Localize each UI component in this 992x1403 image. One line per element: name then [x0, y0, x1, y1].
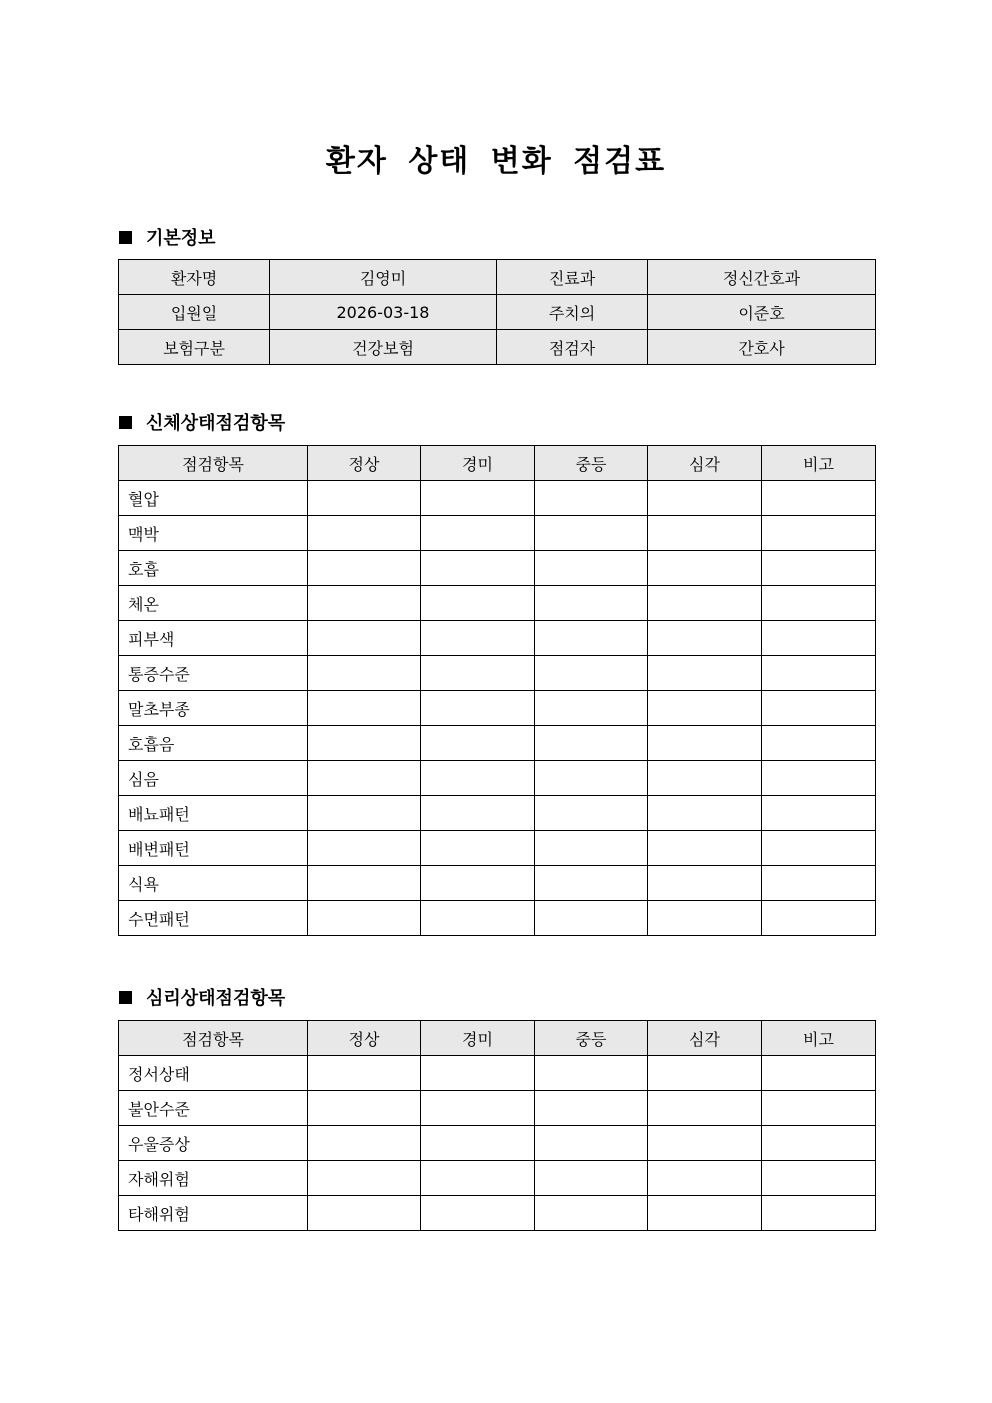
item-label-cell: 심음 — [119, 761, 308, 796]
check-cell-normal[interactable] — [308, 621, 421, 656]
column-header-item: 점검항목 — [119, 446, 308, 481]
check-cell-severe[interactable] — [648, 901, 762, 936]
check-cell-normal[interactable] — [308, 1126, 421, 1161]
check-cell-moderate[interactable] — [535, 761, 648, 796]
check-cell-moderate[interactable] — [535, 691, 648, 726]
table-row — [119, 586, 876, 621]
check-cell-mild[interactable] — [421, 481, 535, 516]
value-cell[interactable]: 정신간호과 — [648, 260, 876, 295]
table-row — [119, 656, 876, 691]
check-cell-normal[interactable] — [308, 1196, 421, 1231]
check-cell-normal[interactable] — [308, 481, 421, 516]
item-label-cell: 우울증상 — [119, 1126, 308, 1161]
table-row — [119, 1091, 876, 1126]
check-cell-mild[interactable] — [421, 691, 535, 726]
check-cell-moderate[interactable] — [535, 1091, 648, 1126]
check-cell-severe[interactable] — [648, 796, 762, 831]
check-cell-severe[interactable] — [648, 481, 762, 516]
check-cell-moderate[interactable] — [535, 831, 648, 866]
check-cell-severe[interactable] — [648, 761, 762, 796]
check-cell-notes[interactable] — [762, 901, 876, 936]
check-cell-normal[interactable] — [308, 691, 421, 726]
check-cell-normal[interactable] — [308, 1161, 421, 1196]
check-cell-normal[interactable] — [308, 586, 421, 621]
physical-checklist-table — [118, 445, 876, 936]
check-cell-mild[interactable] — [421, 1196, 535, 1231]
check-cell-moderate[interactable] — [535, 726, 648, 761]
table-row — [119, 1056, 876, 1091]
item-label-cell: 정서상태 — [119, 1056, 308, 1091]
section-heading-psych — [119, 984, 285, 1010]
check-cell-moderate[interactable] — [535, 551, 648, 586]
column-header-notes: 비고 — [762, 1021, 876, 1056]
check-cell-moderate[interactable] — [535, 1161, 648, 1196]
check-cell-severe[interactable] — [648, 551, 762, 586]
check-cell-notes[interactable] — [762, 796, 876, 831]
table-header-row — [119, 1021, 876, 1056]
check-cell-mild[interactable] — [421, 901, 535, 936]
section-heading-label: 심리상태점검항목 — [146, 988, 286, 1009]
check-cell-severe[interactable] — [648, 656, 762, 691]
column-header-severe: 심각 — [648, 446, 762, 481]
table-row — [119, 1161, 876, 1196]
check-cell-severe[interactable] — [648, 1161, 762, 1196]
table-row — [119, 726, 876, 761]
check-cell-moderate[interactable] — [535, 901, 648, 936]
check-cell-mild[interactable] — [421, 656, 535, 691]
table-row — [119, 901, 876, 936]
label-cell: 점검자 — [497, 330, 648, 365]
item-label-cell: 호흡음 — [119, 726, 308, 761]
table-row — [119, 866, 876, 901]
check-cell-notes[interactable] — [762, 621, 876, 656]
check-cell-moderate[interactable] — [535, 586, 648, 621]
item-label-cell: 호흡 — [119, 551, 308, 586]
check-cell-moderate[interactable] — [535, 866, 648, 901]
check-cell-severe[interactable] — [648, 691, 762, 726]
check-cell-severe[interactable] — [648, 831, 762, 866]
check-cell-notes[interactable] — [762, 831, 876, 866]
table-row — [119, 831, 876, 866]
value-cell[interactable]: 2026-03-18 — [270, 295, 497, 330]
check-cell-severe[interactable] — [648, 516, 762, 551]
column-header-notes: 비고 — [762, 446, 876, 481]
table-row — [119, 1126, 876, 1161]
value-cell[interactable]: 김영미 — [270, 260, 497, 295]
item-label-cell: 맥박 — [119, 516, 308, 551]
check-cell-notes[interactable] — [762, 481, 876, 516]
check-cell-severe[interactable] — [648, 1056, 762, 1091]
check-cell-mild[interactable] — [421, 831, 535, 866]
table-row — [119, 621, 876, 656]
table-row — [119, 481, 876, 516]
check-cell-mild[interactable] — [421, 796, 535, 831]
check-cell-notes[interactable] — [762, 1126, 876, 1161]
check-cell-moderate[interactable] — [535, 1056, 648, 1091]
check-cell-notes[interactable] — [762, 691, 876, 726]
check-cell-severe[interactable] — [648, 621, 762, 656]
table-row — [119, 761, 876, 796]
check-cell-moderate[interactable] — [535, 621, 648, 656]
check-cell-mild[interactable] — [421, 551, 535, 586]
check-cell-mild[interactable] — [421, 621, 535, 656]
check-cell-mild[interactable] — [421, 586, 535, 621]
item-label-cell: 수면패턴 — [119, 901, 308, 936]
check-cell-mild[interactable] — [421, 1161, 535, 1196]
table-row — [119, 796, 876, 831]
item-label-cell: 체온 — [119, 586, 308, 621]
column-header-severe: 심각 — [648, 1021, 762, 1056]
psych-checklist-table — [118, 1020, 876, 1231]
label-cell: 보험구분 — [119, 330, 270, 365]
check-cell-notes[interactable] — [762, 866, 876, 901]
section-heading-physical — [119, 409, 285, 435]
check-cell-notes[interactable] — [762, 551, 876, 586]
check-cell-normal[interactable] — [308, 516, 421, 551]
table-row — [119, 295, 876, 330]
page-title: 환자 상태 변화 점검표 — [325, 144, 667, 179]
square-bullet-icon — [119, 231, 132, 244]
check-cell-normal[interactable] — [308, 831, 421, 866]
check-cell-mild[interactable] — [421, 866, 535, 901]
check-cell-mild[interactable] — [421, 516, 535, 551]
check-cell-mild[interactable] — [421, 726, 535, 761]
item-label-cell: 불안수준 — [119, 1091, 308, 1126]
check-cell-normal[interactable] — [308, 656, 421, 691]
item-label-cell: 말초부종 — [119, 691, 308, 726]
item-label-cell: 식욕 — [119, 866, 308, 901]
item-label-cell: 통증수준 — [119, 656, 308, 691]
check-cell-severe[interactable] — [648, 726, 762, 761]
value-cell[interactable]: 간호사 — [648, 330, 876, 365]
value-cell[interactable]: 건강보험 — [270, 330, 497, 365]
check-cell-moderate[interactable] — [535, 796, 648, 831]
check-cell-mild[interactable] — [421, 761, 535, 796]
check-cell-mild[interactable] — [421, 1056, 535, 1091]
table-row — [119, 691, 876, 726]
value-cell[interactable]: 이준호 — [648, 295, 876, 330]
column-header-normal: 정상 — [308, 446, 421, 481]
item-label-cell: 혈압 — [119, 481, 308, 516]
column-header-item: 점검항목 — [119, 1021, 308, 1056]
column-header-mild: 경미 — [421, 1021, 535, 1056]
check-cell-normal[interactable] — [308, 726, 421, 761]
item-label-cell: 배변패턴 — [119, 831, 308, 866]
label-cell: 환자명 — [119, 260, 270, 295]
item-label-cell: 자해위험 — [119, 1161, 308, 1196]
check-cell-severe[interactable] — [648, 866, 762, 901]
item-label-cell: 타해위험 — [119, 1196, 308, 1231]
check-cell-normal[interactable] — [308, 901, 421, 936]
check-cell-normal[interactable] — [308, 1091, 421, 1126]
check-cell-moderate[interactable] — [535, 1126, 648, 1161]
check-cell-mild[interactable] — [421, 1091, 535, 1126]
check-cell-normal[interactable] — [308, 1056, 421, 1091]
check-cell-moderate[interactable] — [535, 481, 648, 516]
check-cell-notes[interactable] — [762, 761, 876, 796]
label-cell: 주치의 — [497, 295, 648, 330]
table-row — [119, 260, 876, 295]
section-heading-label: 신체상태점검항목 — [146, 413, 286, 434]
check-cell-normal[interactable] — [308, 761, 421, 796]
check-cell-notes[interactable] — [762, 1056, 876, 1091]
check-cell-severe[interactable] — [648, 1126, 762, 1161]
basic-info-table — [118, 259, 876, 365]
check-cell-notes[interactable] — [762, 1161, 876, 1196]
label-cell: 진료과 — [497, 260, 648, 295]
check-cell-notes[interactable] — [762, 516, 876, 551]
square-bullet-icon — [119, 991, 132, 1004]
item-label-cell: 배뇨패턴 — [119, 796, 308, 831]
check-cell-notes[interactable] — [762, 726, 876, 761]
table-header-row — [119, 446, 876, 481]
column-header-moderate: 중등 — [535, 1021, 648, 1056]
check-cell-normal[interactable] — [308, 866, 421, 901]
check-cell-notes[interactable] — [762, 656, 876, 691]
check-cell-moderate[interactable] — [535, 656, 648, 691]
table-row — [119, 516, 876, 551]
column-header-normal: 정상 — [308, 1021, 421, 1056]
section-heading-basic-info — [119, 224, 216, 250]
square-bullet-icon — [119, 416, 132, 429]
check-cell-moderate[interactable] — [535, 516, 648, 551]
check-cell-normal[interactable] — [308, 796, 421, 831]
check-cell-normal[interactable] — [308, 551, 421, 586]
section-heading-label: 기본정보 — [146, 228, 216, 249]
check-cell-severe[interactable] — [648, 586, 762, 621]
item-label-cell: 피부색 — [119, 621, 308, 656]
column-header-mild: 경미 — [421, 446, 535, 481]
table-row — [119, 330, 876, 365]
label-cell: 입원일 — [119, 295, 270, 330]
check-cell-severe[interactable] — [648, 1091, 762, 1126]
check-cell-mild[interactable] — [421, 1126, 535, 1161]
check-cell-moderate[interactable] — [535, 1196, 648, 1231]
check-cell-severe[interactable] — [648, 1196, 762, 1231]
column-header-moderate: 중등 — [535, 446, 648, 481]
table-row — [119, 551, 876, 586]
check-cell-notes[interactable] — [762, 1196, 876, 1231]
check-cell-notes[interactable] — [762, 586, 876, 621]
check-cell-notes[interactable] — [762, 1091, 876, 1126]
table-row — [119, 1196, 876, 1231]
